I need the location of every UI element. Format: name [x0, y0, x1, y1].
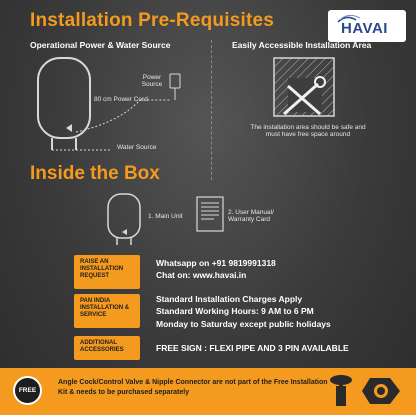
main-unit-icon	[104, 192, 146, 248]
geyser-connection-diagram	[30, 52, 190, 162]
chat-line: Chat on: www.havai.in	[156, 270, 247, 281]
install-area-heading: Easily Accessible Installation Area	[232, 40, 372, 50]
working-days-line: Monday to Saturday except public holidays	[156, 318, 331, 329]
user-manual-icon	[196, 196, 224, 232]
brand-name: HAVAI	[341, 20, 388, 37]
free-badge: FREE	[13, 376, 42, 405]
water-source-label: Water Source	[117, 144, 157, 151]
installation-request-text	[156, 257, 276, 282]
additional-accessories-badge: ADDITIONAL ACCESSORIES	[74, 336, 140, 360]
main-unit-label: 1. Main Unit	[148, 213, 183, 220]
nipple-connector-icon	[360, 374, 404, 408]
inside-box-heading: Inside the Box	[30, 163, 160, 184]
angle-cock-icon	[326, 372, 356, 410]
installation-request-badge: RAISE AN INSTALLATION REQUEST	[74, 255, 140, 289]
whatsapp-line: Whatsapp on +91 9819991318	[156, 258, 276, 268]
page-title: Installation Pre-Requisites	[30, 10, 275, 31]
power-water-heading: Operational Power & Water Source	[30, 40, 171, 50]
pan-india-text	[156, 293, 331, 330]
footer-note: Angle Cock/Control Valve & Nipple Connector are not part of the Free Installation Kit & needs to be purchased separately	[58, 379, 328, 397]
accessories-text: FREE SIGN : FLEXI PIPE AND 3 PIN AVAILABLE	[156, 343, 349, 353]
installation-area-icon	[268, 56, 342, 126]
power-source-label: Power Source	[141, 74, 163, 89]
working-hours-line: Standard Working Hours: 9 AM to 6 PM	[156, 306, 314, 317]
user-manual-label: 2. User Manual/ Warranty Card	[228, 209, 274, 224]
pan-india-badge: PAN INDIA INSTALLATION & SERVICE	[74, 294, 140, 328]
charges-line: Standard Installation Charges Apply	[156, 294, 303, 304]
power-cord-label: 80 cm Power Cord	[94, 96, 148, 103]
install-area-note: The installation area should be safe and must have free space around	[250, 124, 366, 139]
section-divider	[211, 40, 212, 180]
